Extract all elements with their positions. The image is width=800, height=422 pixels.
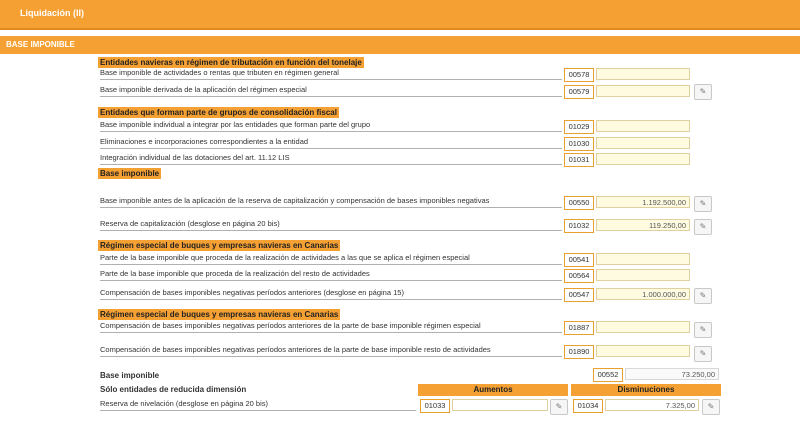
group-title-tonelaje: Entidades navieras en régimen de tributación en función del tonelaje bbox=[100, 58, 362, 67]
value-field-01890[interactable] bbox=[596, 345, 690, 357]
row-label-00547: Compensación de bases imponibles negativas períodos anteriores (desglose en página 15) bbox=[100, 287, 562, 300]
row-label-00541: Parte de la base imponible que proceda de la realización de actividades a las que se aplica el régimen especial bbox=[100, 252, 562, 265]
value-field-00579[interactable] bbox=[596, 85, 690, 97]
row-label-01029: Base imponible individual a integrar por las entidades que forman parte del grupo bbox=[100, 119, 562, 132]
value-field-00578[interactable] bbox=[596, 68, 690, 80]
pencil-icon[interactable]: ✎ bbox=[694, 84, 712, 100]
section-header bbox=[0, 36, 800, 54]
row-label-01890: Compensación de bases imponibles negativas períodos anteriores de la parte de base imponible resto de actividades bbox=[100, 344, 562, 357]
row-label-00578: Base imponible de actividades o rentas que tributen en régimen general bbox=[100, 67, 562, 80]
code-01029: 01029 bbox=[564, 120, 594, 134]
aumentos-header: Aumentos bbox=[418, 384, 568, 396]
value-field-01887[interactable] bbox=[596, 321, 690, 333]
row-label-01032: Reserva de capitalización (desglose en página 20 bis) bbox=[100, 218, 562, 231]
code-00552: 00552 bbox=[593, 368, 623, 382]
reducida-title: Sólo entidades de reducida dimensión bbox=[100, 385, 247, 394]
disminuciones-header: Disminuciones bbox=[571, 384, 721, 396]
value-field-01032[interactable]: 119.250,00 bbox=[596, 219, 690, 231]
code-00541: 00541 bbox=[564, 253, 594, 267]
value-field-01034[interactable]: 7.325,00 bbox=[605, 399, 699, 411]
row-label-00550: Base imponible antes de la aplicación de la reserva de capitalización y compensación de bases imponibles negativas bbox=[100, 195, 562, 208]
code-01887: 01887 bbox=[564, 321, 594, 335]
row-label-reserva-nivelacion: Reserva de nivelación (desglose en página 20 bis) bbox=[100, 398, 416, 411]
pencil-icon[interactable]: ✎ bbox=[694, 346, 712, 362]
row-label-00579: Base imponible derivada de la aplicación del régimen especial bbox=[100, 84, 562, 97]
section-title: BASE IMPONIBLE bbox=[6, 40, 75, 49]
code-00578: 00578 bbox=[564, 68, 594, 82]
value-field-00564[interactable] bbox=[596, 269, 690, 281]
code-00564: 00564 bbox=[564, 269, 594, 283]
value-field-00550[interactable]: 1.192.500,00 bbox=[596, 196, 690, 208]
group-title-consolidacion: Entidades que forman parte de grupos de consolidación fiscal bbox=[100, 108, 337, 117]
code-01890: 01890 bbox=[564, 345, 594, 359]
code-01030: 01030 bbox=[564, 137, 594, 151]
value-field-01029[interactable] bbox=[596, 120, 690, 132]
value-field-01031[interactable] bbox=[596, 153, 690, 165]
pencil-icon[interactable]: ✎ bbox=[694, 196, 712, 212]
page-header bbox=[0, 0, 800, 30]
row-label-01031: Integración individual de las dotaciones del art. 11.12 LIS bbox=[100, 152, 562, 165]
row-label-00564: Parte de la base imponible que proceda de la realización del resto de actividades bbox=[100, 268, 562, 281]
value-field-00552: 73.250,00 bbox=[625, 368, 719, 380]
row-label-01030: Eliminaciones e incorporaciones correspondientes a la entidad bbox=[100, 136, 562, 149]
code-01031: 01031 bbox=[564, 153, 594, 167]
code-01034: 01034 bbox=[573, 399, 603, 413]
code-00547: 00547 bbox=[564, 288, 594, 302]
value-field-01033[interactable] bbox=[452, 399, 548, 411]
pencil-icon[interactable]: ✎ bbox=[702, 399, 720, 415]
code-00550: 00550 bbox=[564, 196, 594, 210]
base-imponible-total-label: Base imponible bbox=[100, 371, 160, 380]
group-title-canarias-2: Régimen especial de buques y empresas navieras en Canarias bbox=[100, 310, 339, 319]
group-title-base-imponible: Base imponible bbox=[100, 169, 160, 178]
pencil-icon[interactable]: ✎ bbox=[694, 219, 712, 235]
pencil-icon[interactable]: ✎ bbox=[550, 399, 568, 415]
group-title-canarias: Régimen especial de buques y empresas navieras en Canarias bbox=[100, 241, 339, 250]
value-field-01030[interactable] bbox=[596, 137, 690, 149]
row-label-01887: Compensación de bases imponibles negativas períodos anteriores de la parte de base imponible régimen especial bbox=[100, 320, 562, 333]
code-01033: 01033 bbox=[420, 399, 450, 413]
code-00579: 00579 bbox=[564, 85, 594, 99]
pencil-icon[interactable]: ✎ bbox=[694, 288, 712, 304]
page-title: Liquidación (II) bbox=[20, 8, 84, 18]
value-field-00541[interactable] bbox=[596, 253, 690, 265]
code-01032: 01032 bbox=[564, 219, 594, 233]
value-field-00547[interactable]: 1.000.000,00 bbox=[596, 288, 690, 300]
pencil-icon[interactable]: ✎ bbox=[694, 322, 712, 338]
